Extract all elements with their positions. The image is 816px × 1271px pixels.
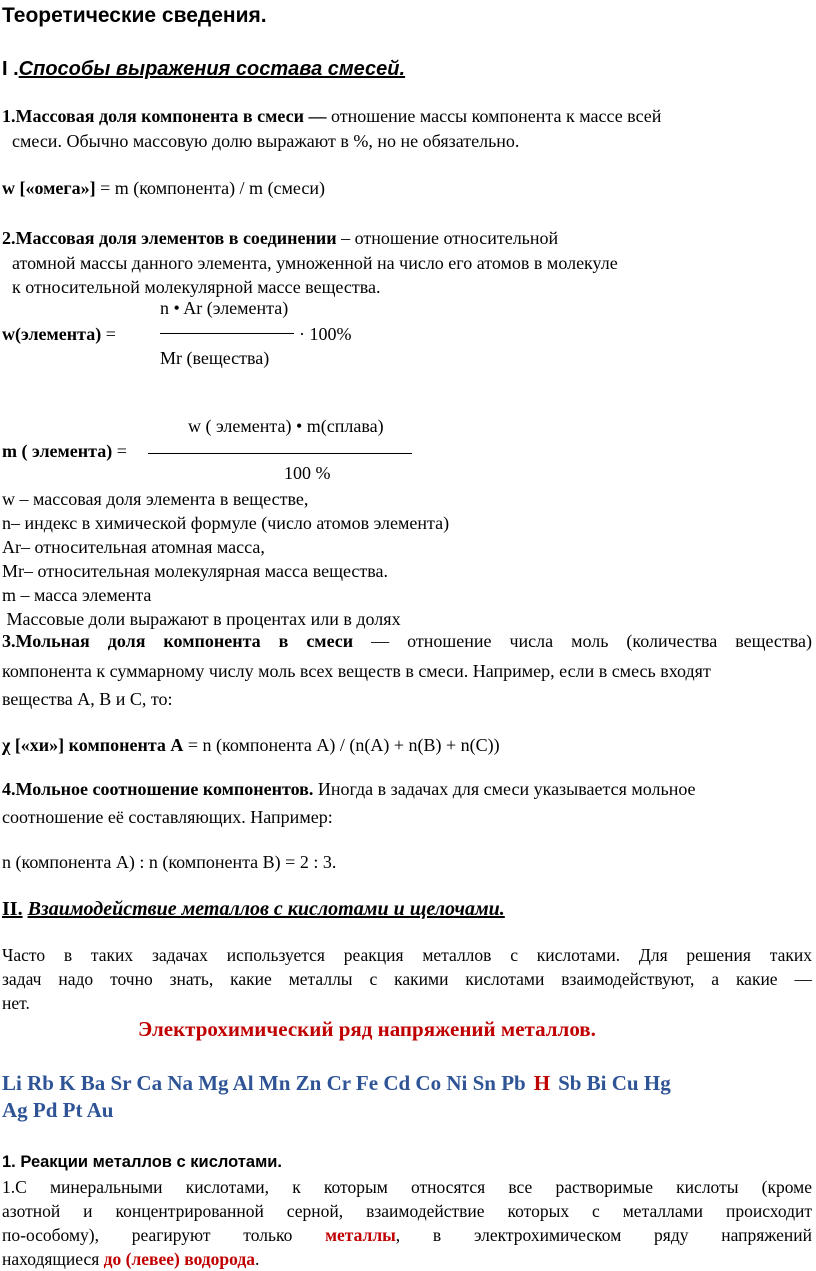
formula-mass-fraction bbox=[2, 178, 325, 199]
formula-2-fraction-bar bbox=[160, 333, 294, 334]
metals-after-hydrogen: Sb Bi Cu Hg bbox=[558, 1071, 671, 1095]
para-2-line-3 bbox=[2, 1225, 812, 1246]
formula-1-lhs: w [«омега»] bbox=[2, 178, 96, 198]
item-4-line-2: соотношение её составляющих. Например: bbox=[2, 807, 333, 827]
metal-series-line-2: Ag Pd Pt Au bbox=[2, 1098, 114, 1122]
formula-3-lhs bbox=[2, 441, 127, 462]
formula-4-rhs: = n (компонента A) / (n(A) + n(B) + n(C)) bbox=[183, 735, 500, 755]
para-1-line-1: Часто в таких задачах используется реакция металлов с кислотами. Для решения таких bbox=[2, 945, 812, 965]
highlight-metals: металлы bbox=[325, 1225, 396, 1245]
formula-mole-fraction bbox=[2, 735, 500, 756]
item-2-definition: – отношение относительной bbox=[336, 228, 559, 248]
formula-1-rhs: = m (компонента) / m (смеси) bbox=[95, 178, 325, 198]
formula-2-lhs-symbol: w(элемента) bbox=[2, 324, 102, 344]
para-2-line-2: азотной и концентрированной серной, взаимодействие которых с металлами происходит bbox=[2, 1201, 812, 1221]
page-title: Теоретические сведения. bbox=[2, 4, 267, 27]
formula-2-denominator: Mr (вещества) bbox=[160, 348, 270, 368]
section-2-number: II. bbox=[2, 898, 23, 920]
legend-ar: Ar– относительная атомная масса, bbox=[2, 537, 265, 557]
formula-3-denominator: 100 % bbox=[284, 463, 331, 483]
para-2-line-4-start: находящиеся bbox=[2, 1249, 100, 1269]
legend-note: Массовые доли выражают в процентах или в долях bbox=[2, 609, 401, 629]
item-4-line-1 bbox=[2, 779, 696, 800]
highlight-left-of-hydrogen: до (левее) водорода bbox=[103, 1249, 255, 1269]
formula-3-equals: = bbox=[112, 441, 127, 461]
formula-2-lhs bbox=[2, 324, 116, 345]
item-1-term: 1.Массовая доля компонента в смеси — bbox=[2, 106, 327, 126]
formula-3-lhs-symbol: m ( элемента) bbox=[2, 441, 113, 461]
section-2-title: Взаимодействие металлов с кислотами и щелочами. bbox=[27, 898, 505, 920]
item-2-line-1 bbox=[2, 228, 558, 249]
item-3-line-2: компонента к суммарному числу моль всех веществ в смеси. Например, если в смесь входят bbox=[2, 661, 711, 681]
para-2-line-1: 1.С минеральными кислотами, к которым относятся все растворимые кислоты (кроме bbox=[2, 1177, 812, 1197]
section-1-title: Способы выражения состава смесей. bbox=[18, 58, 406, 80]
para-1-line-3: нет. bbox=[2, 993, 30, 1013]
item-3-line-1 bbox=[2, 631, 812, 652]
item-3-definition: — отношение числа моль (количества вещества) bbox=[353, 631, 812, 651]
formula-2-equals: = bbox=[101, 324, 116, 344]
formula-mole-ratio: n (компонента A) : n (компонента B) = 2 : 3. bbox=[2, 852, 337, 872]
para-2-line-3-start: по-особому), реагируют только bbox=[2, 1225, 293, 1245]
formula-3-numerator: w ( элемента) • m(сплава) bbox=[188, 416, 384, 436]
section-1-number: I . bbox=[2, 58, 19, 80]
item-1-definition: отношение массы компонента к массе всей bbox=[326, 106, 662, 126]
para-1-line-2: задач надо точно знать, какие металлы с какими кислотами взаимодействуют, а какие — bbox=[2, 969, 812, 989]
item-4-term: 4.Мольное соотношение компонентов. bbox=[2, 779, 314, 799]
section-1-heading bbox=[2, 58, 405, 81]
para-2-line-3-end: , в электрохимическом ряду напряжений bbox=[395, 1225, 813, 1245]
formula-2-times-100: · 100% bbox=[299, 324, 352, 344]
legend-m: m – масса элемента bbox=[2, 585, 152, 605]
hydrogen-marker: H bbox=[533, 1071, 551, 1095]
legend-n: n– индекс в химической формуле (число атомов элемента) bbox=[2, 513, 450, 533]
section-2-heading bbox=[2, 898, 505, 921]
formula-4-lhs: χ [«хи»] компонента А bbox=[2, 735, 184, 755]
item-2-line-2: атомной массы данного элемента, умноженной на число его атомов в молекуле bbox=[12, 253, 618, 273]
formula-3-fraction-bar bbox=[148, 453, 412, 454]
para-2-line-4-end: . bbox=[255, 1249, 260, 1269]
item-2-line-3: к относительной молекулярной массе вещества. bbox=[12, 277, 381, 297]
series-title: Электрохимический ряд напряжений металлов. bbox=[138, 1017, 596, 1041]
item-4-definition: Иногда в задачах для смеси указывается мольное bbox=[313, 779, 696, 799]
subheading-acid-reactions: 1. Реакции металлов с кислотами. bbox=[2, 1153, 283, 1171]
item-1-line-1 bbox=[2, 106, 661, 127]
legend-w: w – массовая доля элемента в веществе, bbox=[2, 489, 309, 509]
metal-series-line-1 bbox=[2, 1071, 671, 1096]
metals-before-hydrogen: Li Rb K Ba Sr Ca Na Mg Al Mn Zn Cr Fe Cd Co Ni Sn Pb bbox=[2, 1071, 526, 1095]
item-3-term: 3.Мольная доля компонента в смеси bbox=[2, 631, 354, 651]
para-2-line-4 bbox=[2, 1249, 259, 1270]
item-1-line-2: смеси. Обычно массовую долю выражают в %, но не обязательно. bbox=[12, 131, 520, 151]
item-3-line-3: вещества A, B и C, то: bbox=[2, 689, 173, 709]
item-2-term: 2.Массовая доля элементов в соединении bbox=[2, 228, 337, 248]
legend-mr: Mr– относительная молекулярная масса вещества. bbox=[2, 561, 388, 581]
formula-2-numerator: n • Ar (элемента) bbox=[160, 298, 289, 318]
